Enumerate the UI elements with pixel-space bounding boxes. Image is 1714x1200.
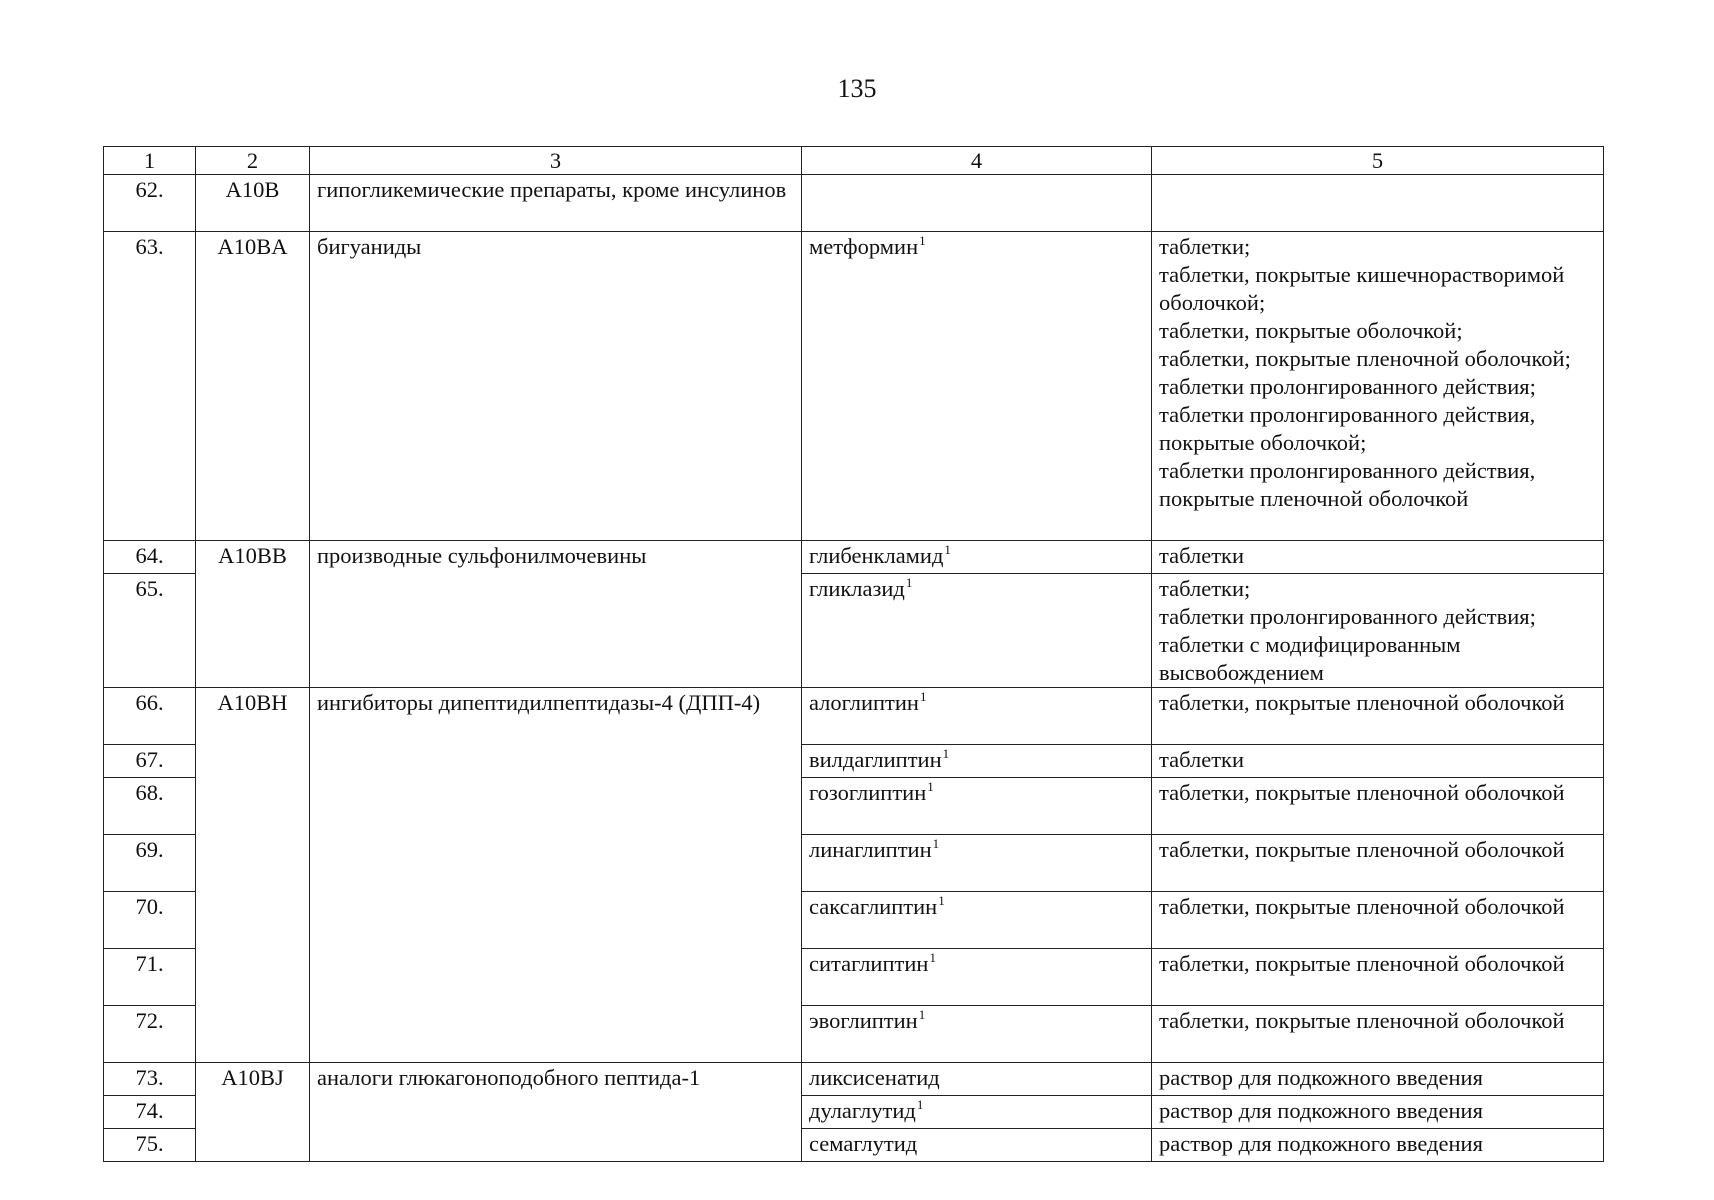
row-number: 62. (104, 175, 196, 232)
drug-name (802, 835, 1152, 892)
dosage-form: таблетки, покрытые пленочной оболочкой (1159, 1008, 1565, 1033)
column-header-3: 3 (310, 147, 802, 175)
dosage-form: таблетки, покрытые пленочной оболочкой; (1159, 346, 1571, 371)
row-number: 72. (104, 1006, 196, 1063)
drug-name (802, 574, 1152, 688)
dosage-form: таблетки пролонгированного действия, покрытые пленочной оболочкой (1159, 458, 1536, 511)
row-number: 74. (104, 1096, 196, 1129)
drug-name-text: саксаглиптин (809, 894, 938, 919)
footnote-mark: 1 (929, 950, 936, 965)
drug-name (802, 949, 1152, 1006)
page-number: 135 (837, 74, 877, 103)
group-name: производные сульфонилмочевины (310, 541, 802, 688)
drug-name (802, 1006, 1152, 1063)
row-number: 66. (104, 688, 196, 745)
drug-name-text: эвоглиптин (809, 1008, 918, 1033)
drug-name-text: линаглиптин (809, 837, 932, 862)
footnote-mark: 1 (916, 1097, 924, 1112)
dosage-forms (1152, 835, 1604, 892)
footnote-mark: 1 (938, 893, 945, 908)
footnote-mark: 1 (919, 233, 926, 248)
dosage-form: таблетки, покрытые пленочной оболочкой (1159, 951, 1565, 976)
drug-name (802, 892, 1152, 949)
dosage-forms (1152, 1129, 1604, 1162)
table-row (104, 541, 1604, 574)
column-header-4: 4 (802, 147, 1152, 175)
dosage-form: раствор для подкожного введения (1159, 1065, 1483, 1090)
dosage-forms (1152, 892, 1604, 949)
row-number: 67. (104, 745, 196, 778)
dosage-form: таблетки, покрытые пленочной оболочкой (1159, 780, 1565, 805)
dosage-form: таблетки, покрытые пленочной оболочкой (1159, 837, 1565, 862)
drug-name (802, 778, 1152, 835)
dosage-forms (1152, 1096, 1604, 1129)
drug-name (802, 541, 1152, 574)
atc-code: A10B (196, 175, 310, 232)
dosage-form: таблетки, покрытые оболочкой; (1159, 318, 1463, 343)
atc-code: A10BB (196, 541, 310, 688)
dosage-form: таблетки; (1159, 576, 1251, 601)
drug-name-text: ситаглиптин (809, 951, 929, 976)
row-number: 73. (104, 1063, 196, 1096)
dosage-form: таблетки (1159, 543, 1245, 568)
header-row (104, 147, 1604, 175)
footnote-mark: 1 (918, 1007, 926, 1022)
row-number: 69. (104, 835, 196, 892)
table-row (104, 232, 1604, 541)
dosage-form: таблетки; (1159, 234, 1251, 259)
dosage-form: таблетки пролонгированного действия, покрытые оболочкой; (1159, 402, 1536, 455)
footnote-mark: 1 (932, 836, 940, 851)
column-header-1: 1 (104, 147, 196, 175)
dosage-form: таблетки, покрытые пленочной оболочкой (1159, 690, 1565, 715)
drug-name (802, 1063, 1152, 1096)
drug-name (802, 688, 1152, 745)
atc-code: A10BJ (196, 1063, 310, 1162)
dosage-form: раствор для подкожного введения (1159, 1131, 1483, 1156)
dosage-form: раствор для подкожного введения (1159, 1098, 1483, 1123)
dosage-form: таблетки с модифицированным высвобождением (1159, 632, 1461, 685)
dosage-forms (1152, 688, 1604, 745)
table-row (104, 175, 1604, 232)
drug-name (802, 1096, 1152, 1129)
group-name: бигуаниды (310, 232, 802, 541)
row-number: 63. (104, 232, 196, 541)
footnote-mark: 1 (919, 689, 927, 704)
dosage-forms (1152, 949, 1604, 1006)
dosage-forms (1152, 175, 1604, 232)
drug-name (802, 745, 1152, 778)
table-row (104, 688, 1604, 745)
drug-name-text: метформин (809, 234, 919, 259)
dosage-forms (1152, 1006, 1604, 1063)
dosage-form: таблетки пролонгированного действия; (1159, 374, 1536, 399)
dosage-form: таблетки (1159, 747, 1245, 772)
drug-name-text: алоглиптин (809, 690, 919, 715)
row-number: 68. (104, 778, 196, 835)
footnote-mark: 1 (942, 746, 950, 761)
footnote-mark: 1 (944, 542, 951, 557)
dosage-forms (1152, 232, 1604, 541)
dosage-form: таблетки, покрытые пленочной оболочкой (1159, 894, 1565, 919)
row-number: 71. (104, 949, 196, 1006)
dosage-forms (1152, 574, 1604, 688)
drug-name-text: семаглутид (809, 1131, 918, 1156)
dosage-form: таблетки, покрытые кишечнорастворимой оболочкой; (1159, 262, 1565, 315)
drug-name-text: ликсисенатид (809, 1065, 940, 1090)
dosage-forms (1152, 778, 1604, 835)
dosage-forms (1152, 541, 1604, 574)
group-name: гипогликемические препараты, кроме инсулинов (310, 175, 802, 232)
row-number: 65. (104, 574, 196, 688)
drug-table (103, 146, 1604, 1162)
row-number: 70. (104, 892, 196, 949)
drug-name-text: вилдаглиптин (809, 747, 942, 772)
row-number: 64. (104, 541, 196, 574)
drug-name-text: гликлазид (809, 576, 905, 601)
column-header-5: 5 (1152, 147, 1604, 175)
column-header-2: 2 (196, 147, 310, 175)
drug-name (802, 232, 1152, 541)
drug-name-text: глибенкламид (809, 543, 944, 568)
atc-code: A10BH (196, 688, 310, 1063)
footnote-mark: 1 (927, 779, 934, 794)
dosage-forms (1152, 1063, 1604, 1096)
table-row (104, 1063, 1604, 1096)
drug-name-text: гозоглиптин (809, 780, 927, 805)
drug-name (802, 1129, 1152, 1162)
group-name: ингибиторы дипептидилпептидазы-4 (ДПП-4) (310, 688, 802, 1063)
group-name: аналоги глюкагоноподобного пептида-1 (310, 1063, 802, 1162)
footnote-mark: 1 (905, 575, 913, 590)
dosage-form: таблетки пролонгированного действия; (1159, 604, 1536, 629)
drug-name-text: дулаглутид (809, 1098, 916, 1123)
row-number: 75. (104, 1129, 196, 1162)
atc-code: A10BA (196, 232, 310, 541)
drug-name (802, 175, 1152, 232)
dosage-forms (1152, 745, 1604, 778)
